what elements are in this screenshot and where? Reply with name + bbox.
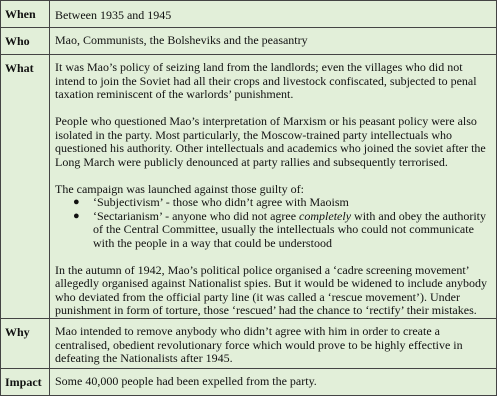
row-who <box>1 28 497 55</box>
content-why: Mao intended to remove anybody who didn’t agree with him in order to create a centralised, obedient revolutionary force which would prove to be highly effective in defeating the Nationalists after 1945. <box>50 319 497 369</box>
what-paragraph-3: The campaign was launched against those guilty of: <box>55 181 304 196</box>
bullet-icon: ● <box>73 196 80 208</box>
row-why <box>1 319 497 369</box>
row-impact <box>1 369 497 396</box>
content-when: Between 1935 and 1945 <box>50 1 497 28</box>
what-paragraph-1: It was Mao’s policy of seizing land from the landlords; even the villages who did not intend to join the Soviet had all their crops and livestock confiscated, subjected to penal taxation reminiscent of the warlords’ punishment. <box>55 60 477 101</box>
label-who: Who <box>1 28 50 55</box>
content-who: Mao, Communists, the Bolsheviks and the peasantry <box>50 28 497 55</box>
row-what <box>1 55 497 319</box>
bullet-item-sectarianism <box>73 208 492 251</box>
content-impact: Some 40,000 people had been expelled from the party. <box>50 369 497 396</box>
bullet-text-start: ‘Sectarianism’ - anyone who did not agree <box>93 208 300 223</box>
bullet-text: ‘Subjectivism’ - those who didn’t agree with Maoism <box>93 195 349 209</box>
bullet-item-subjectivism <box>73 195 492 210</box>
bullet-text-emphasis: completely <box>299 208 352 223</box>
bullet-text-end: with and obey the authority of the Central Committee, usually the intellectuals who could not communicate with the people in a way that could be understood <box>93 208 487 250</box>
what-bullet-list <box>55 196 492 250</box>
label-why: Why <box>1 319 50 369</box>
bullet-icon: ● <box>73 209 80 222</box>
what-paragraph-2: People who questioned Mao’s interpretation of Marxism or his peasant policy were also isolated in the party. Most particularly, the Moscow-trained party intellectuals who questioned his authority. Other intellectuals and academics who joined the soviet after the Long March were publicly denounced at party rallies and subsequently terrorised. <box>55 114 486 169</box>
label-when: When <box>1 1 50 28</box>
row-when <box>1 1 497 28</box>
content-what <box>50 55 497 319</box>
label-what: What <box>1 55 50 319</box>
what-paragraph-4: In the autumn of 1942, Mao’s political police organised a ‘cadre screening movement’ allegedly organised against Nationalist spies. But it would be widened to include anybody who deviated from the official party line (it was called a ‘rescue movement’). Under punishment in form of torture, those ‘rescued’ had the chance to ‘rectify’ their mistakes. <box>55 262 488 317</box>
label-impact: Impact <box>1 369 50 396</box>
